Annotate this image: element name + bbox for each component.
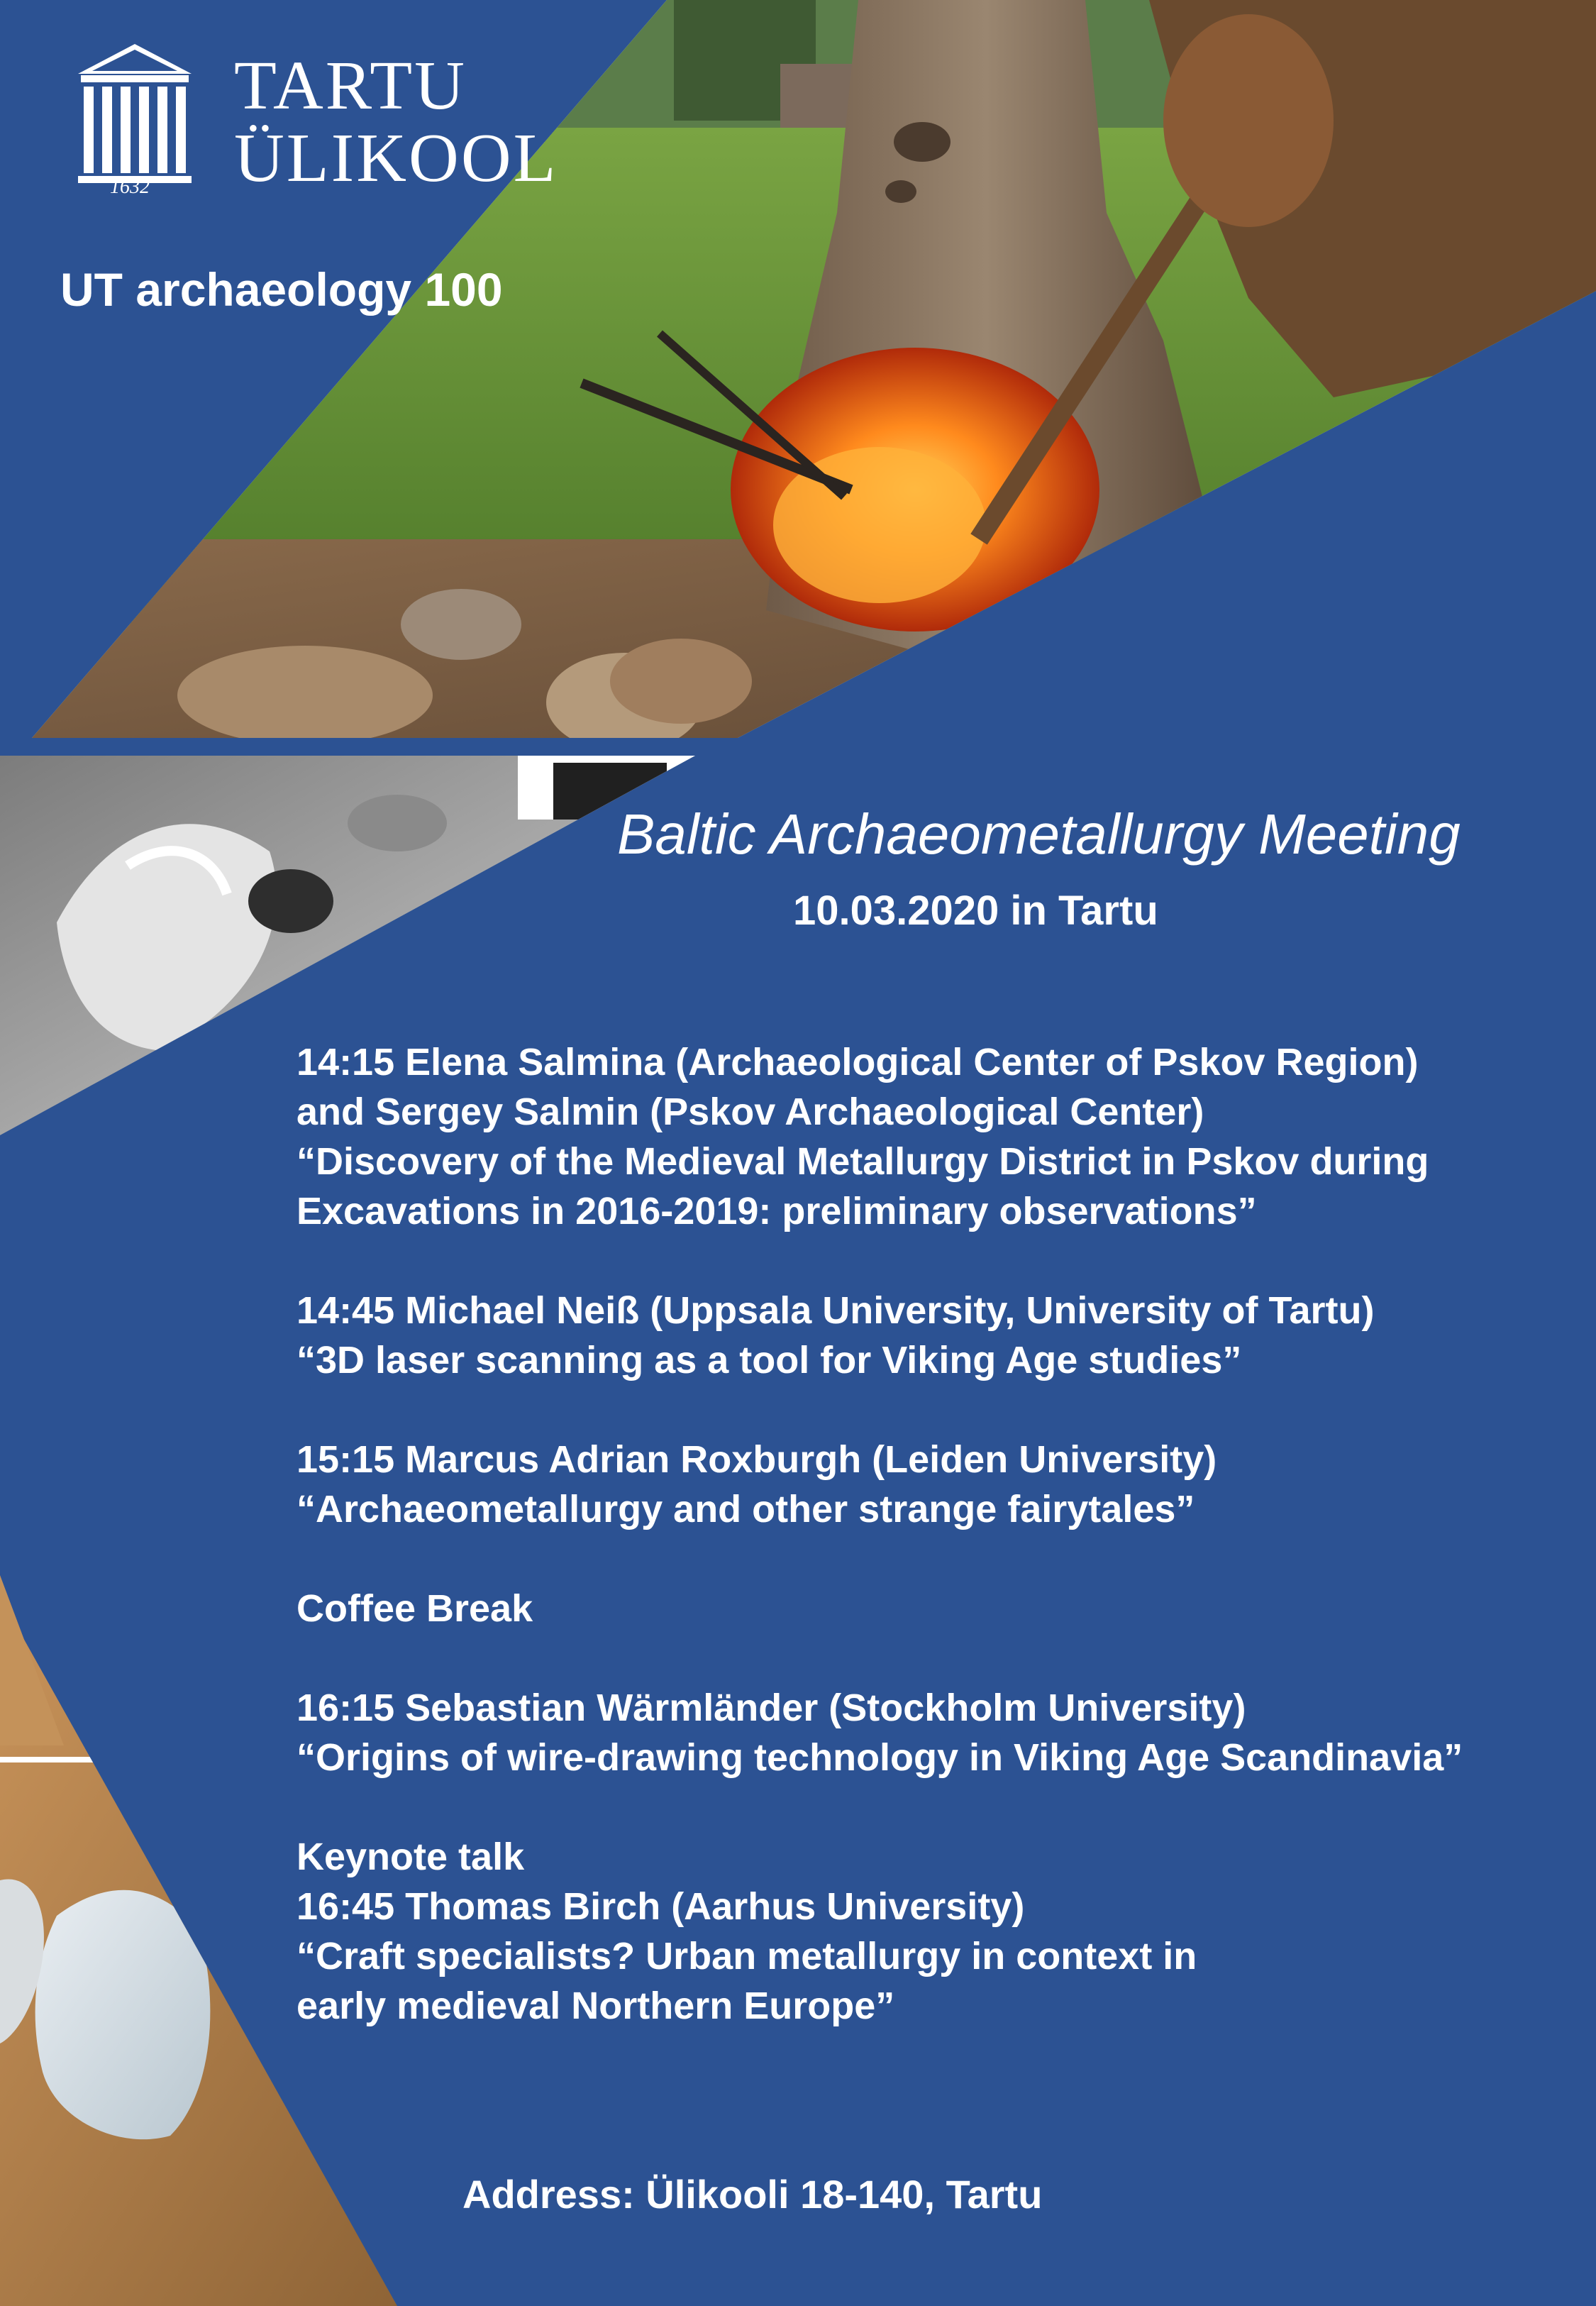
address: Address: Ülikooli 18-140, Tartu (462, 2172, 1043, 2217)
program-line: early medieval Northern Europe” (297, 1985, 895, 2027)
program-line: “Discovery of the Medieval Metallurgy District in Pskov during (297, 1140, 1429, 1183)
program-line: 15:15 Marcus Adrian Roxburgh (Leiden University) (297, 1438, 1217, 1481)
program-line: 14:15 Elena Salmina (Archaeological Center of Pskov Region) (297, 1041, 1419, 1083)
program-line: 16:45 Thomas Birch (Aarhus University) (297, 1885, 1025, 1928)
program-item (297, 1832, 1580, 2031)
meeting-title: Baltic Archaeometallurgy Meeting (617, 802, 1461, 866)
wordmark-line-1: TARTU (234, 48, 467, 124)
university-wordmark (234, 48, 558, 197)
program-line: and Sergey Salmin (Pskov Archaeological Center) (297, 1091, 1204, 1133)
program-line: Keynote talk (297, 1836, 525, 1878)
wordmark-line-2: ÜLIKOOL (234, 120, 558, 197)
program-item (297, 1286, 1580, 1385)
meeting-date: 10.03.2020 in Tartu (793, 888, 1158, 934)
subtitle: UT archaeology 100 (60, 263, 503, 316)
program-line: Coffee Break (297, 1587, 533, 1630)
program-line: 16:15 Sebastian Wärmländer (Stockholm University) (297, 1687, 1246, 1729)
program-list (297, 1037, 1580, 2080)
program-item (297, 1037, 1580, 1236)
program-line: “Origins of wire-drawing technology in Viking Age Scandinavia” (297, 1736, 1463, 1779)
program-line: “Craft specialists? Urban metallurgy in context in (297, 1935, 1197, 1977)
logo-year: 1632 (110, 176, 150, 198)
program-line: 14:45 Michael Neiß (Uppsala University, University of Tartu) (297, 1289, 1375, 1332)
program-item (297, 1584, 1580, 1633)
program-item (297, 1435, 1580, 1534)
program-line: “3D laser scanning as a tool for Viking Age studies” (297, 1339, 1242, 1381)
program-item (297, 1683, 1580, 1782)
program-line: Excavations in 2016-2019: preliminary observations” (297, 1190, 1257, 1232)
program-line: “Archaeometallurgy and other strange fairytales” (297, 1488, 1195, 1530)
